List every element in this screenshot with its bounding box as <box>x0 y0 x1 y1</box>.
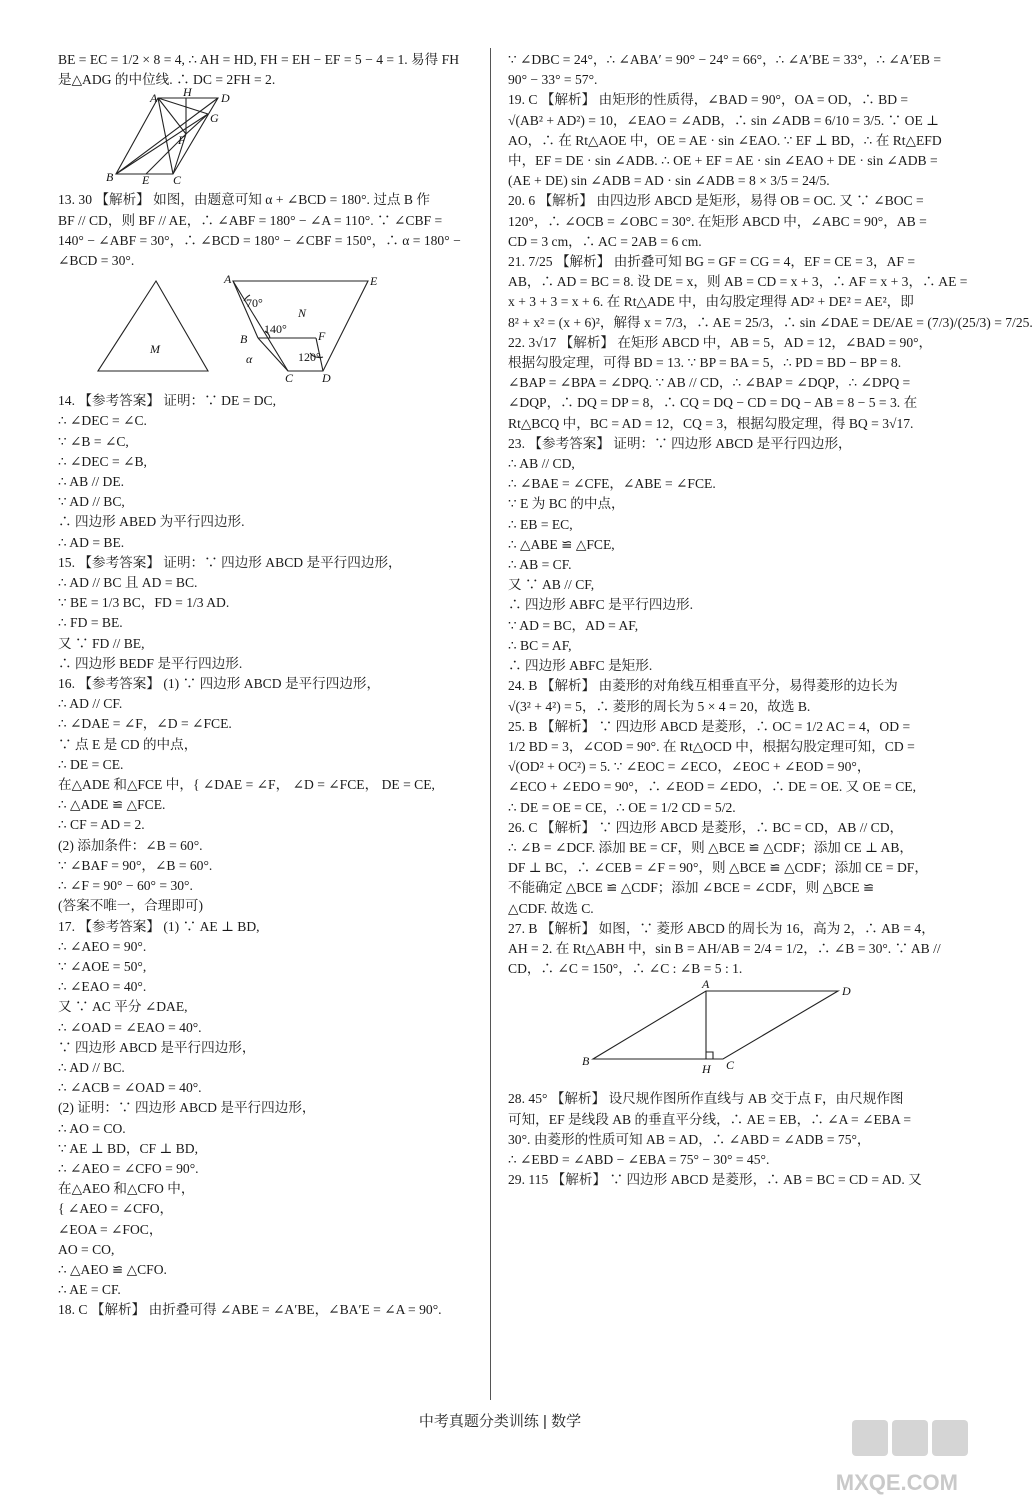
right-line: ∵ ∠DBC = 24°，∴ ∠ABA′ = 90° − 24° = 66°，∴ ∠A′BE = 33°，∴ ∠A′EB = <box>508 52 942 67</box>
right-line: 120°，∴ ∠OCB = ∠OBC = 30°. 在矩形 ABCD 中，∠ABC = 90°，AB = <box>508 213 927 229</box>
fig1-label-d: D <box>221 91 230 106</box>
left-line: ∴ AB // DE. <box>58 474 125 490</box>
right-block-1 <box>508 50 1033 979</box>
right-line: √(OD² + OC²) = 5. ∵ ∠EOC = ∠ECO，∠EOC + ∠EOD = 90°， <box>508 759 871 775</box>
left-block-3 <box>58 391 476 1320</box>
right-line: 19. C 【解析】 由矩形的性质得，∠BAD = 90°，OA = OD，∴ BD = <box>508 92 909 108</box>
right-line: 20. 6 【解析】 由四边形 ABCD 是矩形，易得 OB = OC. 又 ∵ ∠BOC = <box>508 193 924 209</box>
left-line: ∴ ∠DEC = ∠B, <box>58 453 147 469</box>
fig1-label-e: E <box>142 173 150 188</box>
right-line: 21. 7/25 【解析】 由折叠可知 BG = GF = CG = 4，EF = CE = 3，AF = <box>508 254 916 270</box>
left-line: ∴ △AEO ≌ △CFO. <box>58 1261 167 1277</box>
left-line: ∴ AD // CF. <box>58 696 123 712</box>
left-line: 14. 【参考答案】 证明：∵ DE = DC, <box>58 393 276 409</box>
left-line: 在△AEO 和△CFO 中， <box>58 1181 195 1197</box>
right-line: ∴ ∠EBD = ∠ABD − ∠EBA = 75° − 30° = 45°. <box>508 1151 770 1167</box>
left-line: AO = CO, <box>58 1241 115 1257</box>
fig2-label-e: E <box>370 274 378 289</box>
left-line: ∴ ∠AEO = ∠CFO = 90°. <box>58 1160 199 1176</box>
left-block-2 <box>58 190 476 271</box>
right-line: 8² + x² = (x + 6)²，解得 x = 7/3，∴ AE = 25/3，∴ sin ∠DAE = DE/AE = (7/3)/(25/3) = 7/25. <box>508 314 1033 330</box>
right-line: 中，EF = DE · sin ∠ADB. ∴ OE + EF = AE · sin ∠EAO + DE · sin ∠ADB = <box>508 153 938 169</box>
fig3-label-b: B <box>582 1054 590 1069</box>
svg-text:MXQE.COM: MXQE.COM <box>835 1470 958 1495</box>
left-line: 又 ∵ AC 平分 ∠DAE, <box>58 999 188 1015</box>
left-line: (答案不唯一，合理即可) <box>58 898 203 914</box>
fig1-label-c: C <box>173 173 182 188</box>
left-line: ∴ AO = CO. <box>58 1120 126 1136</box>
fig2-label-c: C <box>285 371 294 386</box>
left-line: (2) 添加条件：∠B = 60°. <box>58 837 203 853</box>
right-line: 26. C 【解析】 ∵ 四边形 ABCD 是菱形，∴ BC = CD，AB // CD， <box>508 819 904 835</box>
left-line: 16. 【参考答案】 (1) ∵ 四边形 ABCD 是平行四边形， <box>58 676 381 692</box>
right-line: ∴ AB = CF. <box>508 557 572 573</box>
fig2-label-b: B <box>240 332 248 347</box>
right-line: ∠DQP，∴ DQ = DP = 8，∴ CQ = DQ − CD = DQ − AB = 8 − 5 = 3. 在 <box>508 395 918 411</box>
right-line: ∴ BC = AF, <box>508 637 572 653</box>
page-footer: 中考真题分类训练 | 数学 <box>418 1413 582 1430</box>
left-line: ∠BCD = 30°. <box>58 253 135 269</box>
left-line: 15. 【参考答案】 证明：∵ 四边形 ABCD 是平行四边形， <box>58 554 402 570</box>
right-line: 27. B 【解析】 如图，∵ 菱形 ABCD 的周长为 16，高为 2，∴ AB = 4， <box>508 920 935 936</box>
fig2-label-f: F <box>318 329 326 344</box>
right-line: 可知，EF 是线段 AB 的垂直平分线，∴ AE = EB，∴ ∠A = ∠EBA = <box>508 1111 912 1127</box>
right-line: 23. 【参考答案】 证明：∵ 四边形 ABCD 是平行四边形， <box>508 435 852 451</box>
right-line: AB，∴ AD = BC = 8. 设 DE = x，则 AB = CD = x + 3，∴ AF = x + 3，∴ AE = <box>508 274 968 290</box>
fig3-label-d: D <box>842 984 851 999</box>
column-divider <box>490 48 491 1400</box>
right-line: ∴ DE = OE = CE，∴ OE = 1/2 CD = 5/2. <box>508 799 736 815</box>
left-line: ∴ AD // BC. <box>58 1059 125 1075</box>
right-column <box>508 50 1033 1190</box>
fig2-label-d: D <box>322 371 331 386</box>
left-line: ∴ ∠OAD = ∠EAO = 40°. <box>58 1019 202 1035</box>
right-line: ∴ EB = EC, <box>508 516 573 532</box>
right-line: 29. 115 【解析】 ∵ 四边形 ABCD 是菱形，∴ AB = BC = CD = AD. 又 <box>508 1172 922 1188</box>
right-line: AO，∴ 在 Rt△AOE 中，OE = AE · sin ∠EAO. ∵ EF ⊥ BD，∴ 在 Rt△EFD <box>508 132 942 148</box>
fig2-label-a: A <box>224 272 232 287</box>
left-line: 在△ADE 和△FCE 中，{ ∠DAE = ∠F， ∠D = ∠FCE， DE = CE, <box>58 777 435 793</box>
left-line: ∴ 四边形 ABED 为平行四边形. <box>58 514 245 530</box>
left-line: ∴ ∠DEC = ∠C. <box>58 413 147 429</box>
left-line: ∠EOA = ∠FOC， <box>58 1221 163 1237</box>
left-line: ∴ ∠AEO = 90°. <box>58 938 147 954</box>
fig1-label-g: G <box>210 111 219 126</box>
left-line: ∴ ∠F = 90° − 60° = 30°. <box>58 878 193 894</box>
fig3-label-c: C <box>726 1058 735 1073</box>
right-line: 1/2 BD = 3，∠COD = 90°. 在 Rt△OCD 中，根据勾股定理可知，CD = <box>508 738 915 754</box>
left-line: { ∠AEO = ∠CFO， <box>58 1201 174 1217</box>
watermark-logo <box>808 1418 988 1496</box>
left-line: ∴ ∠ACB = ∠OAD = 40°. <box>58 1080 202 1096</box>
left-line: ∴ CF = AD = 2. <box>58 817 145 833</box>
left-line: ∵ 四边形 ABCD 是平行四边形， <box>58 1039 256 1055</box>
fig1-label-f: F <box>178 133 186 148</box>
left-line: ∴ AD // BC 且 AD = BC. <box>58 575 198 591</box>
left-line: ∴ AE = CF. <box>58 1282 121 1298</box>
left-line: ∵ 点 E 是 CD 的中点， <box>58 736 198 752</box>
right-line: x + 3 + 3 = x + 6. 在 Rt△ADE 中，由勾股定理得 AD² + DE² = AE²，即 <box>508 294 914 310</box>
right-line: ∴ ∠B = ∠DCF. 添加 BE = CF，则 △BCE ≌ △CDF；添加 CE ⊥ AB， <box>508 839 913 855</box>
right-line: △CDF. 故选 C. <box>508 900 594 916</box>
right-line: √(3² + 4²) = 5，∴ 菱形的周长为 5 × 4 = 20，故选 B. <box>508 698 811 714</box>
right-line: CD，∴ ∠C = 150°，∴ ∠C : ∠B = 5 : 1. <box>508 961 743 977</box>
right-line: ∴ ∠BAE = ∠CFE，∠ABE = ∠FCE. <box>508 476 716 492</box>
left-line: ∵ AD // BC, <box>58 494 125 510</box>
left-block-1 <box>58 50 476 90</box>
fig1-label-a: A <box>150 91 158 106</box>
left-line: ∴ 四边形 BEDF 是平行四边形. <box>58 655 243 671</box>
fig1-label-b: B <box>106 170 114 185</box>
left-line: 17. 【参考答案】 (1) ∵ AE ⊥ BD, <box>58 918 260 934</box>
left-line: (2) 证明：∵ 四边形 ABCD 是平行四边形， <box>58 1100 316 1116</box>
left-line: ∴ AD = BE. <box>58 534 125 550</box>
fig2-label-alpha: α <box>246 352 253 367</box>
left-line: BF // CD，则 BF // AE，∴ ∠ABF = 180° − ∠A = 110°. ∵ ∠CBF = <box>58 212 443 228</box>
left-line: ∵ AE ⊥ BD，CF ⊥ BD, <box>58 1140 198 1156</box>
fig2-label-n: N <box>298 306 307 321</box>
fig2-label-120: 120° <box>298 350 321 365</box>
left-line: ∵ ∠AOE = 50°, <box>58 958 147 974</box>
fig2-label-140: 140° <box>264 322 287 337</box>
figure-ruler-angle <box>58 272 388 386</box>
right-line: AH = 2. 在 Rt△ABH 中，sin B = AH/AB = 2/4 = 1/2，∴ ∠B = 30°. ∵ AB // <box>508 940 941 956</box>
right-line: ∴ △ABE ≌ △FCE, <box>508 536 615 552</box>
left-line: ∴ ∠EAO = 40°. <box>58 979 147 995</box>
left-line: BE = EC = 1/2 × 8 = 4, ∴ AH = HD, FH = EH − EF = 5 − 4 = 1. 易得 FH <box>58 52 460 67</box>
right-line: 又 ∵ AB // CF, <box>508 577 595 593</box>
fig3-label-h: H <box>702 1062 711 1077</box>
right-line: 25. B 【解析】 ∵ 四边形 ABCD 是菱形，∴ OC = 1/2 AC = 4，OD = <box>508 718 911 734</box>
left-line: ∵ ∠BAF = 90°，∠B = 60°. <box>58 857 213 873</box>
figure-parallelogram-adg <box>58 85 258 188</box>
left-column <box>58 50 476 1321</box>
right-line: ∠ECO + ∠EDO = 90°，∴ ∠EOD = ∠EDO，∴ DE = OE. 又 OE = CE, <box>508 779 916 795</box>
right-line: ∴ AB // CD, <box>508 456 575 472</box>
right-line: Rt△BCQ 中，BC = AD = 12，CQ = 3，根据勾股定理，得 BQ = 3√17. <box>508 415 914 431</box>
left-line: ∵ BE = 1/3 BC，FD = 1/3 AD. <box>58 595 230 611</box>
right-line: 22. 3√17 【解析】 在矩形 ABCD 中，AB = 5，AD = 12，∠BAD = 90°， <box>508 334 933 350</box>
right-line: ∵ AD = BC，AD = AF, <box>508 617 639 633</box>
right-line: 30°. 由菱形的性质可知 AB = AD，∴ ∠ABD = ∠ADB = 75°， <box>508 1131 871 1147</box>
right-line: 90° − 33° = 57°. <box>508 72 598 88</box>
figure-rhombus-abcd <box>508 977 908 1081</box>
right-line: ∴ 四边形 ABFC 是平行四边形. <box>508 597 694 613</box>
right-line: 28. 45° 【解析】 设尺规作图所作直线与 AB 交于点 F，由尺规作图 <box>508 1091 904 1107</box>
left-line: 13. 30 【解析】 如图，由题意可知 α + ∠BCD = 180°. 过点 B 作 <box>58 192 430 208</box>
fig2-label-70: 70° <box>246 296 263 311</box>
left-line: ∵ ∠B = ∠C, <box>58 433 129 449</box>
left-line: ∴ FD = BE. <box>58 615 123 631</box>
right-line: (AE + DE) sin ∠ADB = AD · sin ∠ADB = 8 × 3/5 = 24/5. <box>508 173 830 189</box>
left-line: ∴ △ADE ≌ △FCE. <box>58 797 166 813</box>
right-line: √(AB² + AD²) = 10，∠EAO = ∠ADB，∴ sin ∠ADB = 6/10 = 3/5. ∵ OE ⊥ <box>508 112 939 128</box>
right-line: 根据勾股定理，可得 BD = 13. ∵ BP = BA = 5，∴ PD = BD − BP = 8. <box>508 355 902 371</box>
left-line: ∴ ∠DAE = ∠F，∠D = ∠FCE. <box>58 716 232 732</box>
right-line: ∠BAP = ∠BPA = ∠DPQ. ∵ AB // CD，∴ ∠BAP = ∠DQP，∴ ∠DPQ = <box>508 375 911 391</box>
right-line: ∵ E 为 BC 的中点， <box>508 496 625 512</box>
left-line: 18. C 【解析】 由折叠可得 ∠ABE = ∠A′BE，∠BA′E = ∠A = 90°. <box>58 1302 442 1318</box>
right-line: CD = 3 cm，∴ AC = 2AB = 6 cm. <box>508 233 702 249</box>
right-line: 不能确定 △BCE ≌ △CDF；添加 ∠BCE = ∠CDF，则 △BCE ≌ <box>508 880 875 896</box>
left-line: ∴ DE = CE. <box>58 756 124 772</box>
left-line: 是△ADG 的中位线. ∴ DC = 2FH = 2. <box>58 72 276 88</box>
right-block-2 <box>508 1089 924 1190</box>
right-line: ∴ 四边形 ABFC 是矩形. <box>508 658 653 674</box>
fig2-label-m: M <box>150 342 160 357</box>
right-line: DF ⊥ BC，∴ ∠CEB = ∠F = 90°，则 △BCE ≌ △CDF；添加 CE = DF， <box>508 860 928 876</box>
right-line: 24. B 【解析】 由菱形的对角线互相垂直平分，易得菱形的边长为 <box>508 678 898 694</box>
fig3-label-a: A <box>702 977 710 992</box>
fig1-label-h: H <box>183 85 192 100</box>
left-line: 140° − ∠ABF = 30°，∴ ∠BCD = 180° − ∠CBF = 150°，∴ α = 180° − <box>58 232 461 248</box>
left-line: 又 ∵ FD // BE, <box>58 635 145 651</box>
